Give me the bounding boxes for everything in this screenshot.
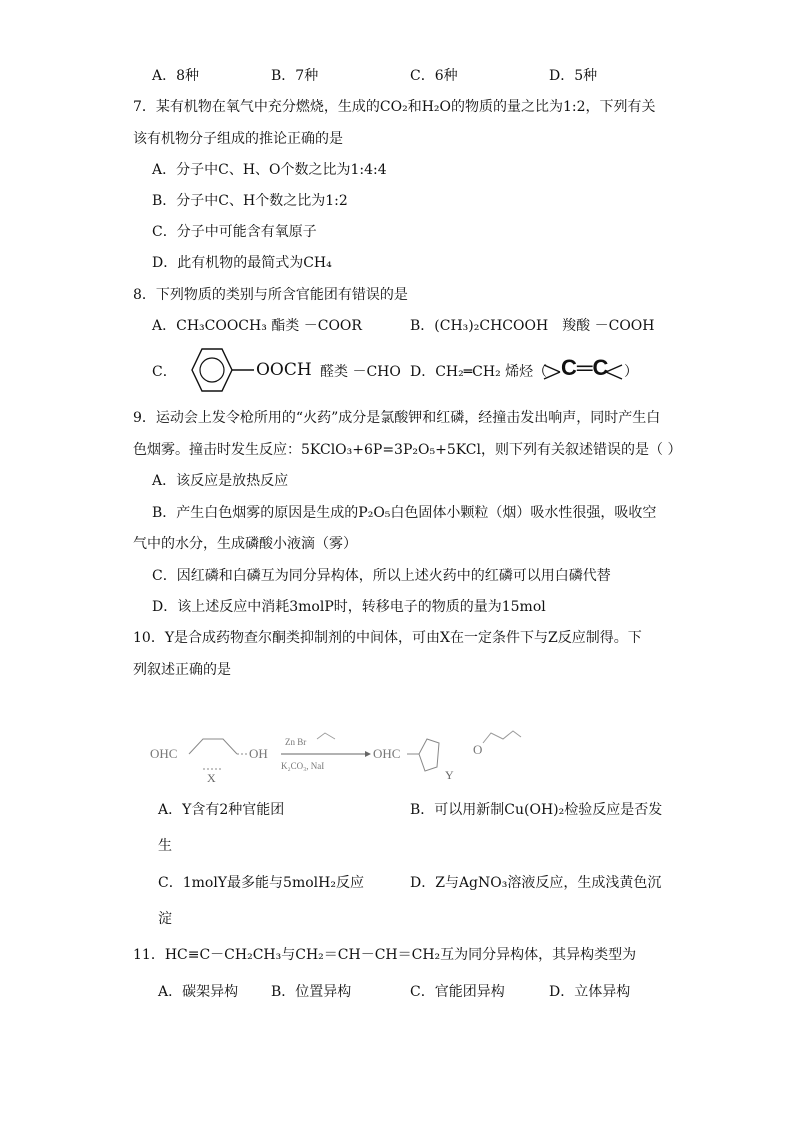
- q8-stem: 8．下列物质的类别与所含官能团有错误的是: [133, 287, 408, 303]
- q8-option-d-close: ）: [624, 364, 638, 380]
- reagent-bottom-label: K₂CO₃, NaI: [281, 761, 325, 771]
- q11-option-d: D．立体异构: [549, 984, 631, 1000]
- x-hydroxyl-label: OH: [249, 746, 268, 761]
- q11-option-b: B．位置异构: [271, 984, 352, 1000]
- q9-stem-line1: 9．运动会上发令枪所用的“火药”成分是氯酸钾和红磷，经撞击发出响声，同时产生白: [133, 410, 661, 426]
- q10-option-c: C．1molY最多能与5molH₂反应: [158, 875, 364, 891]
- q10-option-b-line2: 生: [158, 838, 172, 854]
- q7-stem-line1: 7．某有机物在氧气中充分燃烧，生成的CO₂和H₂O的物质的量之比为1:2，下列有关: [133, 99, 656, 115]
- x-compound-label: X: [207, 771, 216, 785]
- q9-stem-line2: 色烟雾。撞击时发生反应：5KClO₃+6P=3P₂O₅+5KCl，则下列有关叙述错误的是（ ）: [133, 442, 682, 458]
- x-aldehyde-label: OHC: [150, 746, 178, 761]
- q8-option-c-label: C．: [152, 364, 177, 380]
- q8-option-d-bond: C═C: [561, 355, 609, 380]
- q6-option-b: B．7种: [271, 68, 319, 84]
- q9-option-a: A．该反应是放热反应: [152, 473, 289, 489]
- q11-option-a: A．碳架异构: [158, 984, 239, 1000]
- q7-option-d: D．此有机物的最简式为CH₄: [152, 255, 332, 271]
- q8-option-d: D．CH₂═CH₂ 烯烃（: [410, 364, 548, 380]
- q10-stem-line2: 列叙述正确的是: [133, 662, 231, 678]
- q11-stem: 11．HC≡C－CH₂CH₃与CH₂＝CH－CH＝CH₂互为同分异构体，其异构类型为: [133, 947, 637, 963]
- q8-option-a: A．CH₃COOCH₃ 酯类 －COOR: [152, 318, 362, 334]
- alkene-right-bonds: [604, 360, 626, 384]
- allyl-chain: [483, 731, 521, 743]
- benzene-ring-structure: [180, 345, 260, 395]
- q10-option-d-line1: D．Z与AgNO₃溶液反应，生成浅黄色沉: [410, 875, 662, 891]
- reagent-top-label: Zn Br: [285, 737, 307, 747]
- q8-option-b: B．(CH₃)₂CHCOOH 羧酸 －COOH: [410, 318, 655, 334]
- reaction-scheme: [145, 725, 545, 785]
- q8-option-c-class: 醛类 －CHO: [320, 364, 401, 380]
- y-aldehyde-label: OHC: [373, 746, 401, 761]
- q7-stem-line2: 该有机物分子组成的推论正确的是: [133, 131, 343, 147]
- q9-option-b-line1: B．产生白色烟雾的原因是生成的P₂O₅白色固体小颗粒（烟）吸水性很强，吸收空: [152, 505, 657, 521]
- q10-option-d-line2: 淀: [158, 911, 172, 927]
- q6-option-c: C．6种: [410, 68, 458, 84]
- q9-option-c: C．因红磷和白磷互为同分异构体，所以上述火药中的红磷可以用白磷代替: [152, 568, 611, 584]
- y-ring: [419, 739, 439, 771]
- alkene-left-bonds: [540, 360, 562, 384]
- q6-option-d: D．5种: [549, 68, 598, 84]
- q9-option-b-line2: 气中的水分，生成磷酸小液滴（雾）: [133, 536, 357, 552]
- y-compound-label: Y: [445, 768, 454, 782]
- q10-option-b-line1: B．可以用新制Cu(OH)₂检验反应是否发: [410, 802, 663, 818]
- q11-option-c: C．官能团异构: [410, 984, 505, 1000]
- q7-option-c: C．分子中可能含有氧原子: [152, 224, 317, 240]
- q10-stem-line1: 10．Y是合成药物查尔酮类抑制剂的中间体，可由X在一定条件下与Z反应制得。下: [133, 630, 642, 646]
- q10-option-a: A．Y含有2种官能团: [158, 802, 285, 818]
- q8-option-c-group: OOCH: [256, 360, 312, 380]
- q6-option-a: A．8种: [152, 68, 200, 84]
- x-ring-top: [189, 739, 237, 754]
- ether-oxygen-label: O: [473, 742, 483, 757]
- q7-option-a: A．分子中C、H、O个数之比为1:4:4: [152, 162, 387, 178]
- q9-option-d: D．该上述反应中消耗3molP时，转移电子的物质的量为15mol: [152, 599, 546, 615]
- q7-option-b: B．分子中C、H个数之比为1:2: [152, 193, 348, 209]
